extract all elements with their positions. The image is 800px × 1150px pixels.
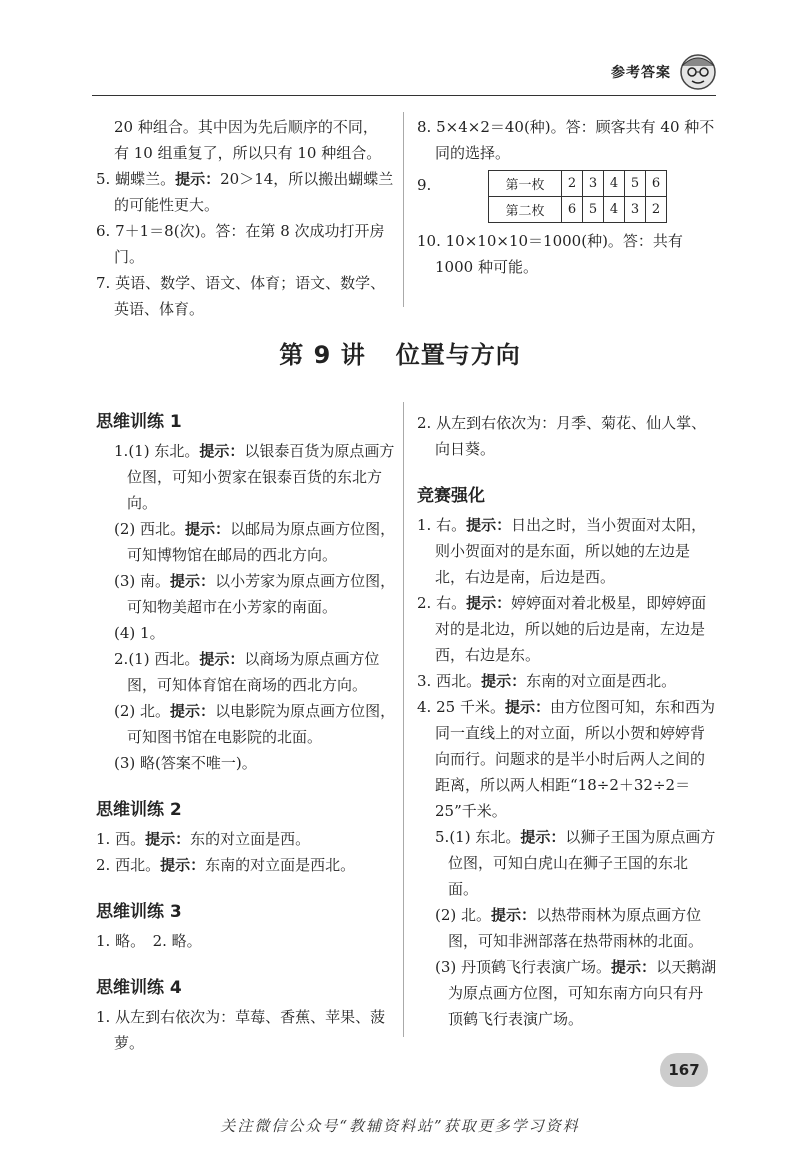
table-cell: 第一枚: [489, 171, 562, 197]
table-cell: 3: [583, 171, 604, 197]
list-item: (3) 丹顶鹤飞行表演广场。提示：以天鹅湖为原点画方位图，可知东南方向只有丹顶鹤飞行表演广场。: [435, 958, 717, 1028]
chapter-title: 第 9 讲 位置与方向: [279, 341, 521, 369]
list-item: 9.: [417, 176, 432, 194]
list-item: 2.(1) 西北。提示：以商场为原点画方位图，可知体育馆在商场的西北方向。: [114, 650, 380, 694]
header-title: 参考答案: [611, 65, 671, 81]
header-rule: [92, 95, 716, 96]
list-item: 3. 西北。提示：东南的对立面是西北。: [417, 672, 677, 690]
section-title: 思维训练 4: [96, 978, 182, 998]
text-line: 有 10 组重复了，所以只有 10 种组合。: [114, 144, 382, 162]
list-item: 1. 西。提示：东的对立面是西。: [96, 830, 311, 848]
section-title: 思维训练 1: [96, 412, 182, 432]
list-item: 7. 英语、数学、语文、体育；语文、数学、英语、体育。: [96, 274, 386, 318]
table-cell: 3: [625, 197, 646, 223]
list-item: (3) 略(答案不唯一)。: [114, 754, 257, 772]
main-right-column: [417, 410, 717, 1032]
section-title: 竞赛强化: [417, 486, 485, 506]
list-item: (2) 西北。提示：以邮局为原点画方位图，可知博物馆在邮局的西北方向。: [114, 520, 396, 564]
section-title: 思维训练 2: [96, 800, 182, 820]
column-divider: [403, 112, 404, 307]
table-cell: 2: [646, 197, 667, 223]
list-item: (2) 北。提示：以热带雨林为原点画方位图，可知非洲部落在热带雨林的北面。: [435, 906, 704, 950]
list-item: 6. 7＋1＝8(次)。答：在第 8 次成功打开房门。: [96, 222, 385, 266]
footer-note: 关注微信公众号“教辅资料站”获取更多学习资料: [220, 1117, 580, 1135]
table-cell: 5: [583, 197, 604, 223]
table-row: [489, 171, 667, 197]
table-cell: 5: [625, 171, 646, 197]
list-item: 2. 右。提示：婷婷面对着北极星，即婷婷面对的是北边，所以她的后边是南，左边是西，右边是东。: [417, 594, 707, 664]
table-cell: 4: [604, 197, 625, 223]
list-item: 1. 略。 2. 略。: [96, 932, 202, 950]
table-cell: 6: [562, 197, 583, 223]
list-item: 8. 5×4×2＝40(种)。答：顾客共有 40 种不同的选择。: [417, 118, 715, 162]
table-cell: 2: [562, 171, 583, 197]
table-cell: 6: [646, 171, 667, 197]
list-item: (3) 南。提示：以小芳家为原点画方位图，可知物美超市在小芳家的南面。: [114, 572, 396, 616]
list-item: 4. 25 千米。提示：由方位图可知，东和西为同一直线上的对立面，所以小贺和婷婷背向而行。问题求的是半小时后两人之间的距离，所以两人相距“18÷2＋32÷2＝25”千米。: [417, 698, 715, 820]
list-item: 1.(1) 东北。提示：以银泰百货为原点画方位图，可知小贺家在银泰百货的东北方向。: [114, 442, 395, 512]
main-left-column: [96, 410, 396, 1056]
table-cell: 第二枚: [489, 197, 562, 223]
section-title: 思维训练 3: [96, 902, 182, 922]
list-item: 2. 从左到右依次为：月季、菊花、仙人掌、向日葵。: [417, 414, 707, 458]
list-item: (2) 北。提示：以电影院为原点画方位图，可知图书馆在电影院的北面。: [114, 702, 396, 746]
list-item: 5.(1) 东北。提示：以狮子王国为原点画方位图，可知白虎山在狮子王国的东北面。: [435, 828, 716, 898]
page-number: 167: [660, 1053, 708, 1087]
mascot-icon: [676, 50, 720, 94]
list-item: 1. 右。提示：日出之时，当小贺面对太阳，则小贺面对的是东面，所以她的左边是北，右边是南，后边是西。: [417, 516, 707, 586]
list-item: 1. 从左到右依次为：草莓、香蕉、苹果、菠萝。: [96, 1008, 386, 1052]
top-left-column: [96, 114, 396, 322]
list-item: 2. 西北。提示：东南的对立面是西北。: [96, 856, 356, 874]
table-cell: 4: [604, 171, 625, 197]
coin-table: [488, 170, 667, 223]
text-line: 20 种组合。其中因为先后顺序的不同，: [114, 118, 378, 136]
list-item: 5. 蝴蝶兰。提示：20＞14，所以搬出蝴蝶兰的可能性更大。: [96, 170, 394, 214]
list-item: 10. 10×10×10＝1000(种)。答：共有 1000 种可能。: [417, 232, 683, 276]
list-item: (4) 1。: [114, 624, 165, 642]
column-divider: [403, 402, 404, 1037]
table-row: [489, 197, 667, 223]
